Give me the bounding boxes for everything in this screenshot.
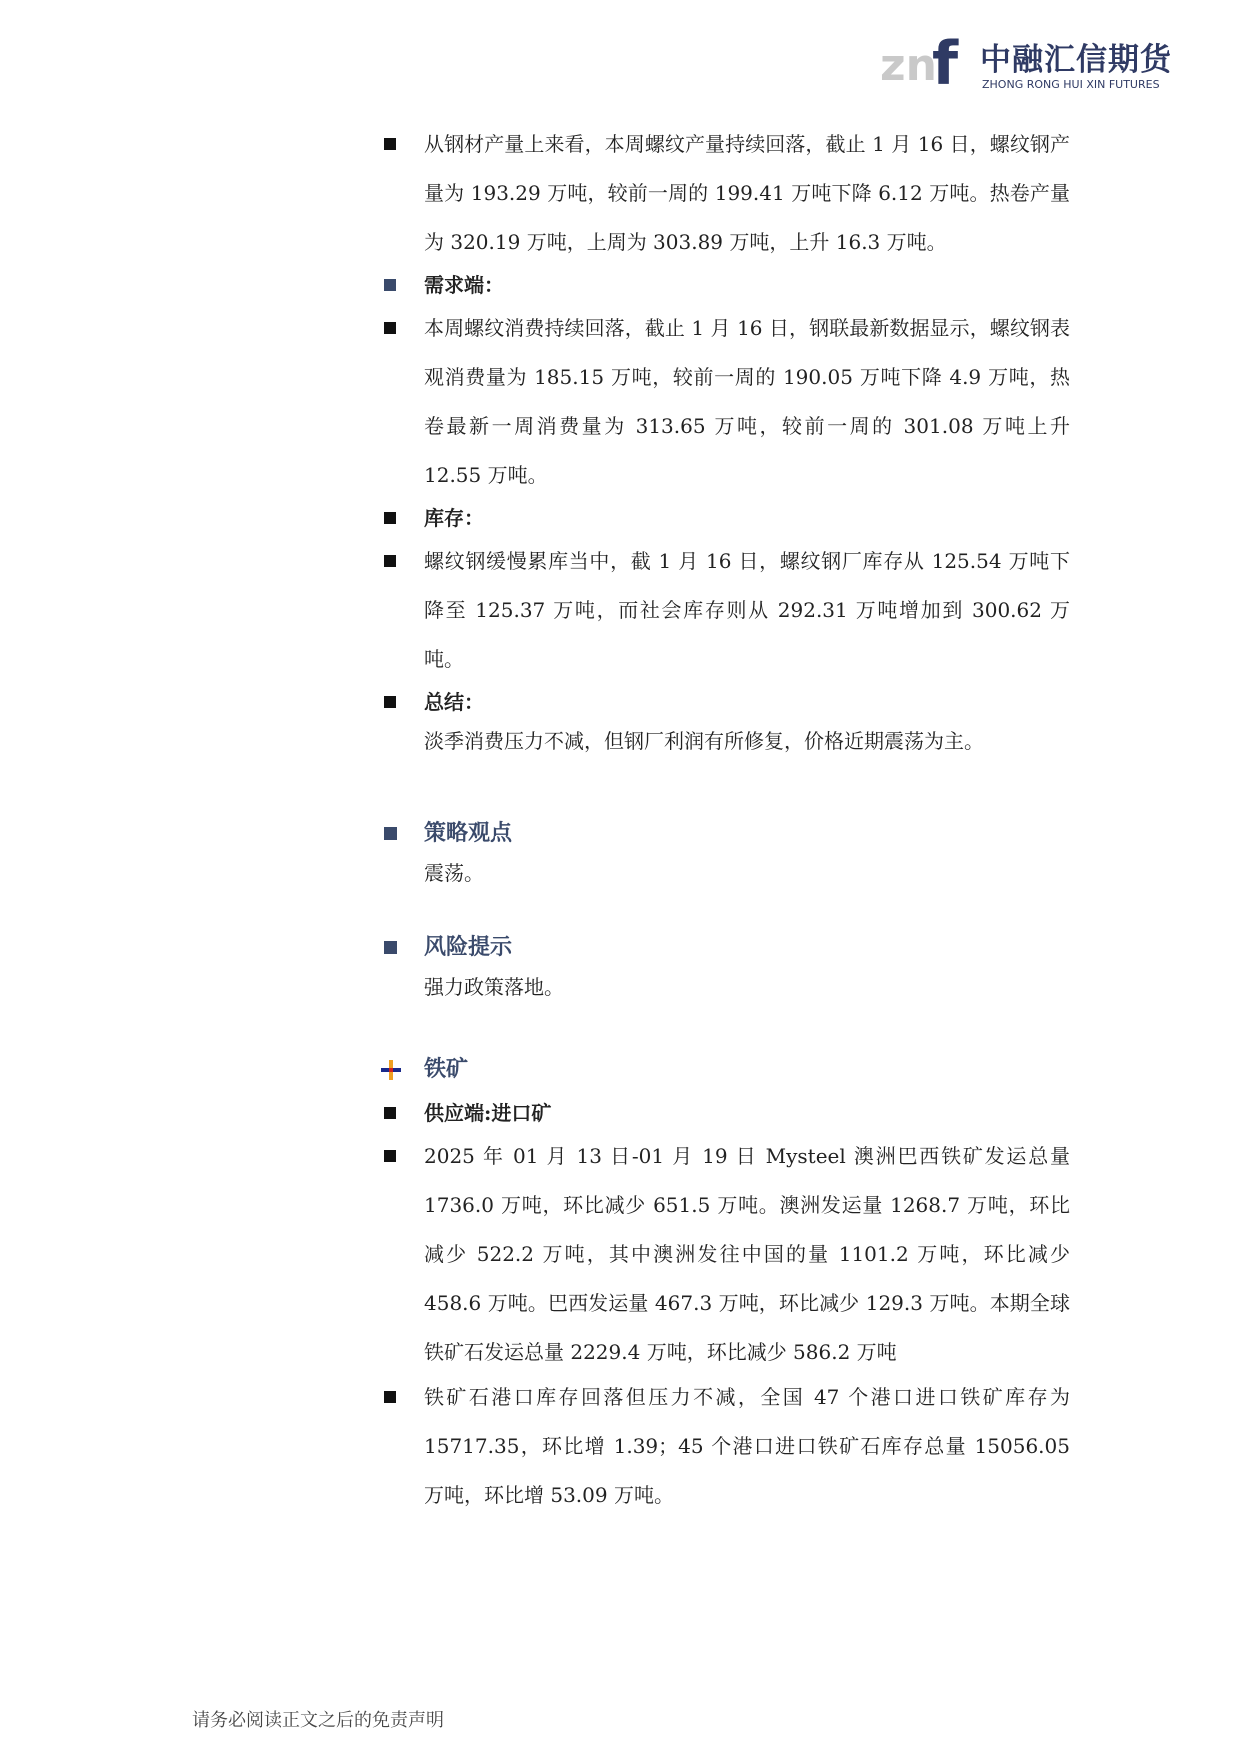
section-heading (380, 927, 1070, 967)
inventory-heading: 库存： (424, 506, 484, 530)
company-logo (880, 26, 1180, 96)
list-item (380, 1132, 1070, 1377)
steel-inventory-text: 螺纹钢缓慢累库当中，截 1 月 16 日，螺纹钢厂库存从 125.54 万吨下降至 125.37 万吨，而社会库存则从 292.31 万吨增加到 300.62 万吨。 (424, 549, 1070, 671)
list-item (380, 1089, 1070, 1138)
steel-demand-text: 本周螺纹消费持续回落，截止 1 月 16 日，钢联最新数据显示，螺纹钢表观消费量为 185.15 万吨，较前一周的 190.05 万吨下降 4.9 万吨，热卷最新一周消费量为 313.65 万吨，较前一周的 301.08 万吨上升 12.55 万吨。 (424, 316, 1070, 487)
list-item (380, 261, 1070, 310)
demand-heading: 需求端： (424, 273, 504, 297)
list-item (380, 678, 1070, 727)
risk-title: 风险提示 (424, 934, 513, 960)
list-item (380, 1373, 1070, 1520)
section-heading (380, 1049, 1070, 1089)
square-bullet-icon (384, 1150, 396, 1162)
square-bullet-icon (384, 512, 396, 524)
svg-text:f: f (932, 29, 959, 92)
report-body (380, 120, 1070, 1520)
iron-ore-title: 铁矿 (424, 1056, 469, 1082)
disclaimer-footer: 请务必阅读正文之后的免责声明 (192, 1710, 444, 1731)
square-bullet-icon (384, 1107, 396, 1119)
square-bullet-icon (384, 827, 397, 840)
steel-production-text: 从钢材产量上来看，本周螺纹产量持续回落，截止 1 月 16 日，螺纹钢产量为 193.29 万吨，较前一周的 199.41 万吨下降 6.12 万吨。热卷产量为 320.19 万吨，上周为 303.89 万吨，上升 16.3 万吨。 (424, 132, 1070, 254)
square-bullet-icon (384, 322, 396, 334)
svg-text:zn: zn (880, 40, 937, 91)
section-heading (380, 813, 1070, 853)
square-bullet-icon (384, 941, 397, 954)
summary-text: 淡季消费压力不减，但钢厂利润有所修复，价格近期震荡为主。 (424, 729, 984, 753)
summary-heading: 总结： (424, 690, 484, 714)
company-name-en: ZHONG RONG HUI XIN FUTURES (982, 78, 1160, 91)
square-bullet-icon (384, 555, 396, 567)
znf-logo-mark-icon (880, 26, 970, 92)
square-bullet-icon (384, 1391, 396, 1403)
colored-cross-icon (380, 1059, 402, 1081)
strategy-text: 震荡。 (424, 861, 484, 885)
list-item (380, 304, 1070, 500)
square-bullet-icon (384, 696, 396, 708)
company-name-cn: 中融汇信期货 (980, 42, 1172, 78)
port-inventory-text: 铁矿石港口库存回落但压力不减，全国 47 个港口进口铁矿库存为 15717.35，环比增 1.39；45 个港口进口铁矿石库存总量 15056.05 万吨，环比增 53.09 万吨。 (424, 1385, 1070, 1507)
list-item (380, 537, 1070, 684)
square-bullet-icon (384, 279, 396, 291)
iron-ore-shipment-text: 2025 年 01 月 13 日-01 月 19 日 Mysteel 澳洲巴西铁矿发运总量 1736.0 万吨，环比减少 651.5 万吨。澳洲发运量 1268.7 万吨，环比减少 522.2 万吨，其中澳洲发往中国的量 1101.2 万吨，环比减少 458.6 万吨。巴西发运量 467.3 万吨，环比减少 129.3 万吨。本期全球铁矿石发运总量 2229.4 万吨，环比减少 586.2 万吨 (424, 1144, 1070, 1364)
list-item (380, 120, 1070, 267)
square-bullet-icon (384, 138, 396, 150)
supply-heading: 供应端:进口矿 (424, 1101, 552, 1125)
strategy-title: 策略观点 (424, 820, 513, 846)
list-item (380, 494, 1070, 543)
risk-text: 强力政策落地。 (424, 975, 564, 999)
